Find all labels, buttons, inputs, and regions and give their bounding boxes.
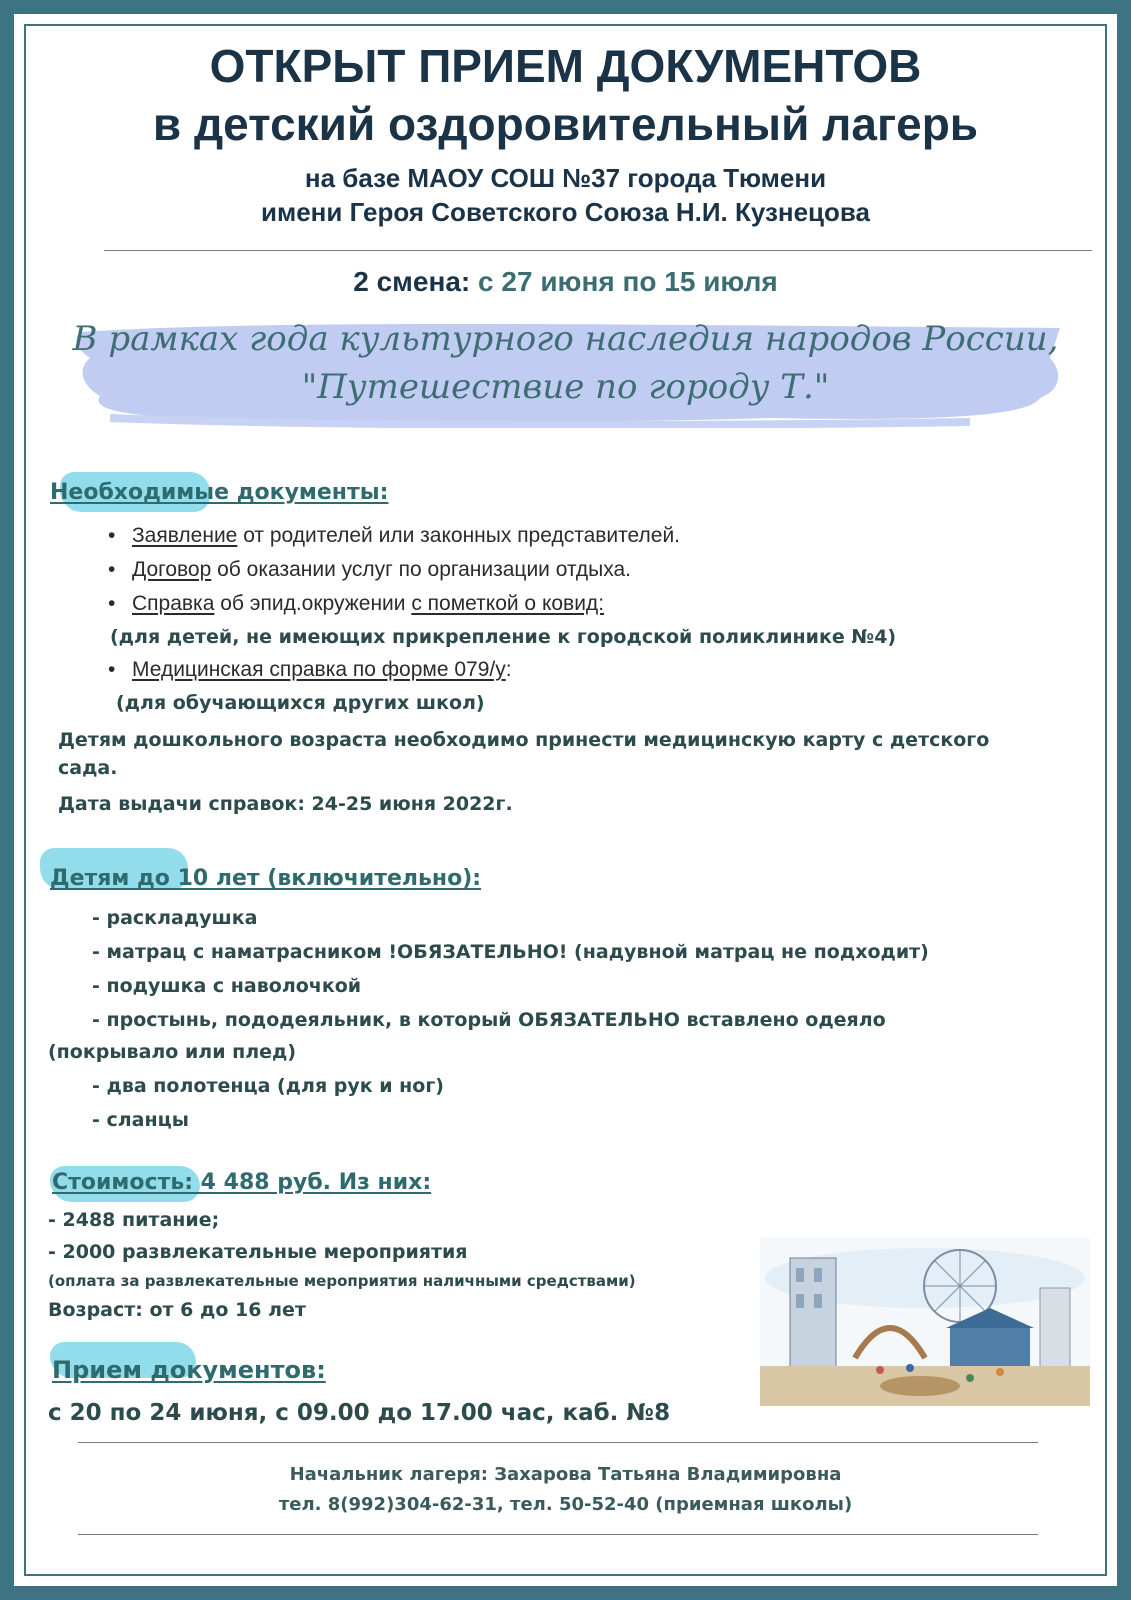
bullet-icon: • <box>108 558 116 581</box>
city-illustration <box>760 1238 1090 1406</box>
kids-item: - подушка с наволочкой <box>92 975 362 997</box>
bullet-icon: • <box>108 592 116 615</box>
bullet-icon: • <box>108 658 116 681</box>
footer-phones: тел. 8(992)304-62-31, тел. 50-52-40 (приемная школы) <box>278 1494 853 1515</box>
theme-line-2: "Путешествие по городу Т." <box>301 367 830 407</box>
kids-item: - простынь, пододеяльник, в который ОБЯЗАТЕЛЬНО вставлено одеяло <box>92 1009 886 1031</box>
preschool-line-1: Детям дошкольного возраста необходимо принести медицинскую карту с детского <box>58 729 990 751</box>
issue-date: Дата выдачи справок: 24-25 июня 2022г. <box>58 793 513 815</box>
kids-heading: Детям до 10 лет (включительно): <box>50 866 482 891</box>
shift-dates: с 27 июня по 15 июля <box>478 266 778 297</box>
reception-details: с 20 по 24 июня, с 09.00 до 17.00 час, каб. №8 <box>48 1400 671 1426</box>
list-item: • Договор об оказании услуг по организации отдыха. <box>108 558 631 581</box>
shift-label: 2 смена: <box>353 266 471 297</box>
kids-item: (покрывало или плед) <box>48 1041 297 1063</box>
footer-director: Начальник лагеря: Захарова Татьяна Владимировна <box>289 1464 842 1485</box>
kids-item: - раскладушка <box>92 907 258 929</box>
title-line-2: в детский оздоровительный лагерь <box>152 98 979 150</box>
title-line-1: ОТКРЫТ ПРИЕМ ДОКУМЕНТОВ <box>209 40 922 92</box>
bullet-icon: • <box>108 524 116 547</box>
reception-heading: Прием документов: <box>52 1356 326 1384</box>
preschool-line-2: сада. <box>58 757 118 779</box>
documents-heading: Необходимые документы: <box>50 480 389 505</box>
age-range: Возраст: от 6 до 16 лет <box>48 1299 306 1321</box>
list-item: • Справка об эпид.окружении с пометкой о ковид: <box>108 592 605 615</box>
subtitle-line-1: на базе МАОУ СОШ №37 города Тюмени <box>304 163 827 193</box>
footer-divider-top <box>78 1442 1038 1443</box>
header-divider <box>104 250 1092 251</box>
note-covid: (для детей, не имеющих прикрепление к городской поликлинике №4) <box>110 626 897 648</box>
theme-line-1: В рамках года культурного наследия народов России, <box>72 319 1059 359</box>
kids-item: - матрац с наматрасником !ОБЯЗАТЕЛЬНО! (надувной матрац не подходит) <box>92 941 929 963</box>
list-item: • Медицинская справка по форме 079/у: <box>108 658 512 681</box>
footer-divider-bottom <box>78 1534 1038 1535</box>
subtitle-line-2: имени Героя Советского Союза Н.И. Кузнецова <box>261 197 870 227</box>
kids-item: - два полотенца (для рук и ног) <box>92 1075 444 1097</box>
shift-line <box>0 266 1131 298</box>
cost-line-1: - 2488 питание; <box>48 1209 220 1231</box>
cost-heading: Стоимость: 4 488 руб. Из них: <box>52 1170 432 1195</box>
list-item: • Заявление от родителей или законных представителей. <box>108 524 681 547</box>
cost-line-3: (оплата за развлекательные мероприятия наличными средствами) <box>48 1272 636 1290</box>
note-med: (для обучающихся других школ) <box>116 692 485 714</box>
cost-line-2: - 2000 развлекательные мероприятия <box>48 1241 468 1263</box>
kids-item: - сланцы <box>92 1109 189 1131</box>
